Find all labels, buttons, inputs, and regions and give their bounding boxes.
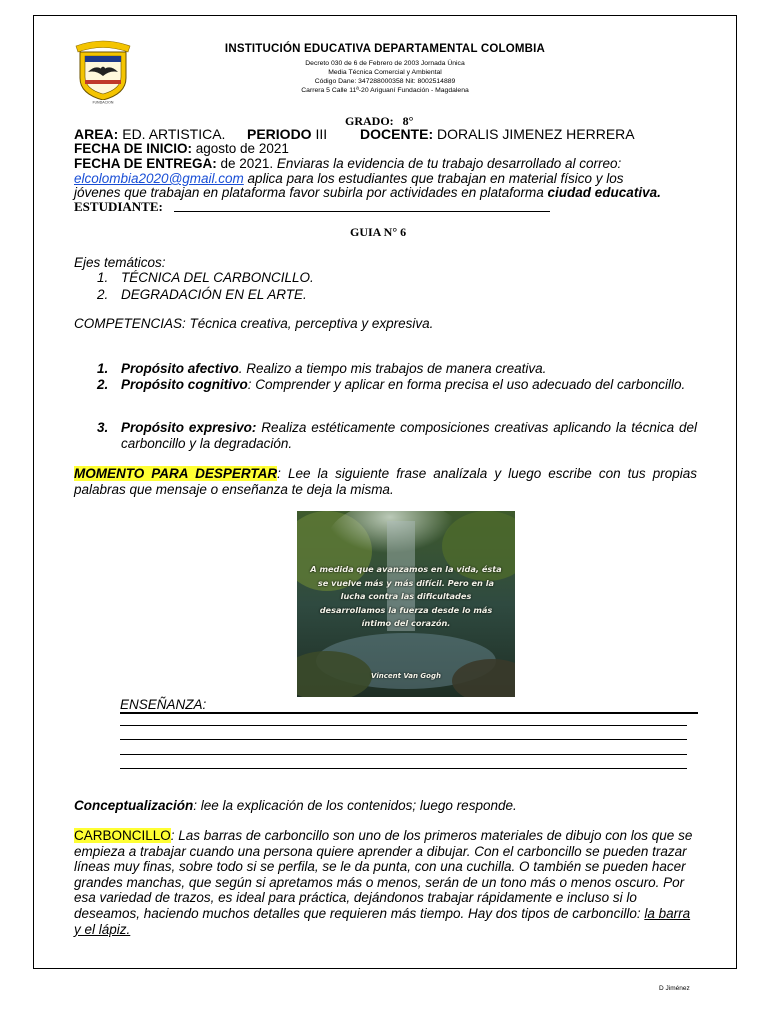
header-line-media: Media Técnica Comercial y Ambiental [328,69,442,76]
grado-label: GRADO: [345,114,394,128]
proposito-num-2: 2. [97,377,109,392]
carboncillo-text: : Las barras de carboncillo son uno de los primeros materiales de dibujo con los que se empieza a trabajar cuando una persona quiere aprender a dibujar. Con el carboncillo se pueden trazar líneas muy finas, sobre todo si se perfila, se le da punta, con una cuchilla. O también se pueden hacer grandes manchas, que según si apretamos más o menos, serán de un tono más o menos oscuro. Por esa variedad de trazos, es ideal para práctica, dejándonos trabajar rápidamente e incluso si lo deseamos, haciendo muchos detalles que requieren más tiempo. Hay dos tipos de carboncillo: [74,828,693,921]
grado-value: 8° [402,114,414,128]
proposito-text-1: . Realizo a tiempo mis trabajos de manera creativa. [238,361,547,376]
guia-title: GUIA N° 6 [350,225,407,239]
proposito-afectivo [97,361,697,377]
quote-text: A medida que avanzamos en la vida, ésta se vuelve más y más difícil. Pero en la lucha contra las dificultades desarrollamos la fuerza desde lo más íntimo del corazón. [310,564,502,628]
email-line [74,171,624,186]
carboncillo-types: la barra y el lápiz. [74,905,691,937]
answer-line-1 [120,712,698,714]
footer-author: D Jiménez [659,985,690,992]
area-line [74,126,225,142]
estudiante-label: ESTUDIANTE: [74,199,163,214]
momento-label: MOMENTO PARA DESPERTAR [74,466,278,481]
proposito-num-3: 3. [97,420,109,435]
docente-line [360,126,635,142]
answer-line-4 [120,754,687,755]
estudiante-line [174,211,550,212]
eje-num-1: 1. [97,270,109,285]
docente-label: DOCENTE: [360,126,434,142]
proposito-expresivo [97,420,697,452]
eje-item-2: DEGRADACIÓN EN EL ARTE. [121,287,307,302]
competencias: COMPETENCIAS: Técnica creativa, perceptiva y expresiva. [74,316,434,331]
institution-name: INSTITUCIÓN EDUCATIVA DEPARTAMENTAL COLOMBIA [224,43,546,55]
proposito-text-2: : Comprender y aplicar en forma precisa el uso adecuado del carboncillo. [247,377,686,392]
proposito-label-2: Propósito cognitivo [121,377,248,392]
fecha-entrega-line [74,156,621,171]
ensenanza-label: ENSEÑANZA: [120,697,207,712]
fecha-entrega-label: FECHA DE ENTREGA: [74,156,217,171]
proposito-label-1: Propósito afectivo [121,361,239,376]
conceptualizacion-line [74,798,517,814]
periodo-line [247,126,327,142]
fecha-inicio-label: FECHA DE INICIO: [74,141,192,156]
answer-line-2 [120,725,687,726]
ejes-title: Ejes temáticos: [74,255,166,270]
quote-author: Vincent Van Gogh [371,672,441,680]
area-label: AREA: [74,126,119,142]
carboncillo-label: CARBONCILLO [74,828,171,843]
email-link[interactable]: elcolombia2020@gmail.com [74,171,244,186]
docente-value: DORALIS JIMENEZ HERRERA [437,126,635,142]
periodo-label: PERIODO [247,126,312,142]
fecha-entrega-value: de 2021. [220,156,274,171]
platform-name: ciudad educativa. [547,185,661,200]
proposito-label-3: Propósito expresivo: [121,420,257,435]
platform-note: jóvenes que trabajan en plataforma favor subirla por actividades en plataforma [74,185,544,200]
conceptualizacion-label: Conceptualización [74,798,194,813]
proposito-num-1: 1. [97,361,109,376]
answer-line-5 [120,768,687,769]
conceptualizacion-text: : lee la explicación de los contenidos; luego responde. [193,798,517,813]
fecha-entrega-note: Enviaras la evidencia de tu trabajo desarrollado al correo: [276,156,622,171]
proposito-text-3: Realiza estéticamente composiciones creativas aplicando la técnica del carboncillo y la degradación. [121,420,697,451]
svg-text:FUNDACION: FUNDACION [92,100,114,104]
header-line-dane: Código Dane: 347288000358 Nit: 8002514889 [314,78,456,85]
proposito-cognitivo [97,377,697,393]
periodo-value: III [315,126,328,142]
answer-line-3 [120,739,687,740]
eje-num-2: 2. [97,287,109,302]
momento-paragraph [74,466,697,498]
header-line-decree: Decreto 030 de 6 de Febrero de 2003 Jornada Única [305,60,465,67]
platform-note-line [74,185,661,200]
fecha-inicio-line [74,141,289,156]
school-logo [72,38,134,104]
fecha-inicio-value: agosto de 2021 [195,141,289,156]
eje-item-1: TÉCNICA DEL CARBONCILLO. [121,270,314,285]
header-line-address: Carrera 5 Calle 11ª-20 Ariguaní Fundación - Magdalena [301,87,469,94]
area-value: ED. ARTISTICA. [122,126,226,142]
email-note: aplica para los estudiantes que trabajan en material físico y los [243,171,624,186]
momento-text: : Lee la siguiente frase analízala y luego escribe con tus propias palabras que mensaje o enseñanza te deja la misma. [74,466,698,497]
carboncillo-paragraph [74,828,697,937]
